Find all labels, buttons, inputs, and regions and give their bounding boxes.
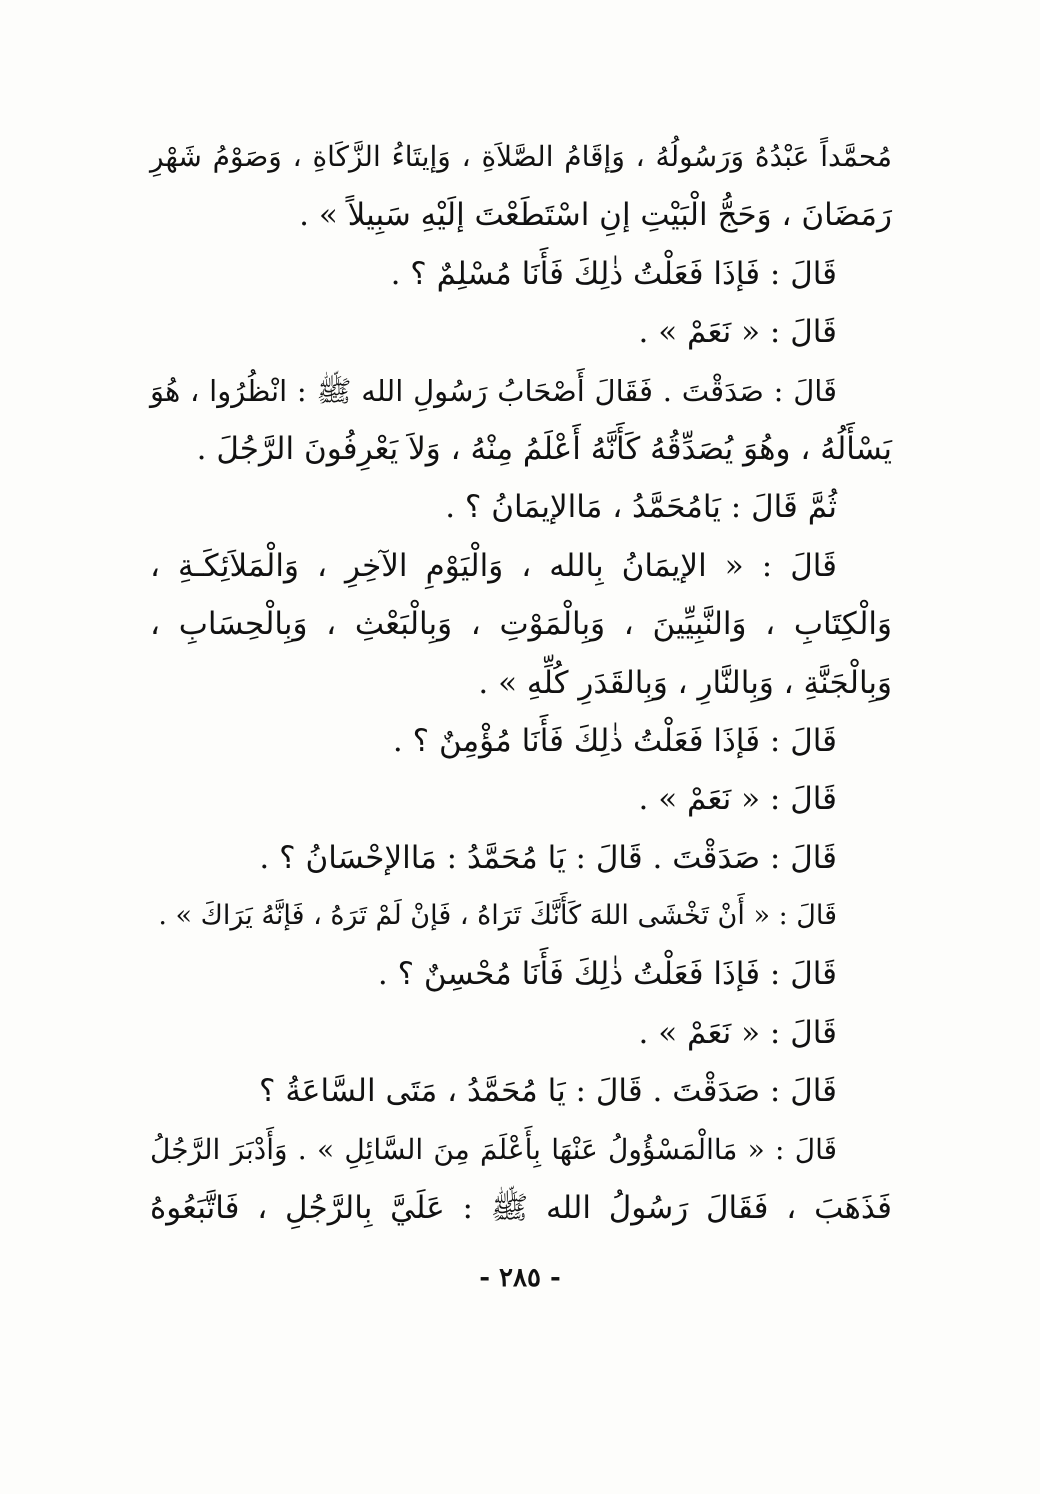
- text-line: قَالَ : فَإذَا فَعَلْتُ ذٰلِكَ فَأَنَا مُسْلِمٌ ؟ .: [390, 255, 837, 292]
- text-line: قَالَ : صَدَقْتَ . قَالَ : يَا مُحَمَّدُ : مَاالإحْسَانُ ؟ .: [259, 839, 837, 876]
- text-line: وَبِالْجَنَّةِ ، وَبِالنَّارِ ، وَبِالقَدَرِ كُلِّهِ » .: [478, 664, 892, 701]
- text-line: قَالَ : « نَعَمْ » .: [638, 781, 837, 818]
- text-line: قَالَ : صَدَقْتَ . قَالَ : يَا مُحَمَّدُ ، مَتَى السَّاعَةُ ؟: [259, 1073, 837, 1110]
- page-number: - ٢٨٥ -: [479, 1263, 561, 1293]
- text-line: وَالْكِتَابِ ، وَالنَّبِيِّينَ ، وَبِالْمَوْتِ ، وَبِالْبَعْثِ ، وَبِالْحِسَابِ ،: [150, 606, 892, 643]
- text-line: قَالَ : « أَنْ تَخْشَى اللهَ كَأَنَّكَ تَرَاهُ ، فَإنْ لَمْ تَرَهُ ، فَإنَّهُ يَرَاكَ » .: [158, 900, 837, 932]
- text-line: مُحمَّداً عَبْدُهُ وَرَسُولُهُ ، وَإقَامُ الصَّلاَةِ ، وَإيتَاءُ الزَّكَاةِ ، وَصَوْمُ شَهْرِ: [150, 140, 892, 173]
- text-line: يَسْأَلُهُ ، وهُوَ يُصَدِّقُهُ كَأَنَّهُ أَعْلَمُ مِنْهُ ، وَلاَ يَعْرِفُونَ الرَّجُلَ .: [196, 430, 892, 467]
- text-line: قَالَ : « مَاالْمَسْؤُولُ عَنْهَا بِأَعْلَمَ مِنَ السَّائِلِ » . وَأَدْبَرَ الرَّجُلُ: [150, 1132, 837, 1166]
- text-line: قَالَ : فَإذَا فَعَلْتُ ذٰلِكَ فَأَنَا مُؤْمِنٌ ؟ .: [392, 722, 837, 759]
- text-line: قَالَ : « الإيمَانُ بِالله ، وَالْيَوْمِ الآخِرِ ، وَالْمَلاَئِكَـةِ ،: [150, 547, 837, 584]
- text-line: قَالَ : فَإذَا فَعَلْتُ ذٰلِكَ فَأَنَا مُحْسِنٌ ؟ .: [377, 956, 837, 993]
- text-line: قَالَ : « نَعَمْ » .: [638, 1014, 837, 1051]
- text-line: قَالَ : صَدَقْتَ . فَقَالَ أَصْحَابُ رَسُولِ الله ﷺ : انْظُرُوا ، هُوَ: [150, 373, 837, 408]
- text-line: رَمَضَانَ ، وَحَجُّ الْبَيْتِ إنِ اسْتَطَعْتَ إلَيْهِ سَبِيلاً » .: [299, 197, 892, 234]
- text-line: ثُمَّ قَالَ : يَامُحَمَّدُ ، مَاالإيمَانُ ؟ .: [445, 489, 837, 526]
- text-line: فَذَهَبَ ، فَقَالَ رَسُولُ الله ﷺ : عَلَيَّ بِالرَّجُلِ ، فَاتَّبَعُوهُ: [150, 1190, 892, 1227]
- text-line: قَالَ : « نَعَمْ » .: [638, 314, 837, 351]
- hadith-text-block: [150, 128, 892, 1237]
